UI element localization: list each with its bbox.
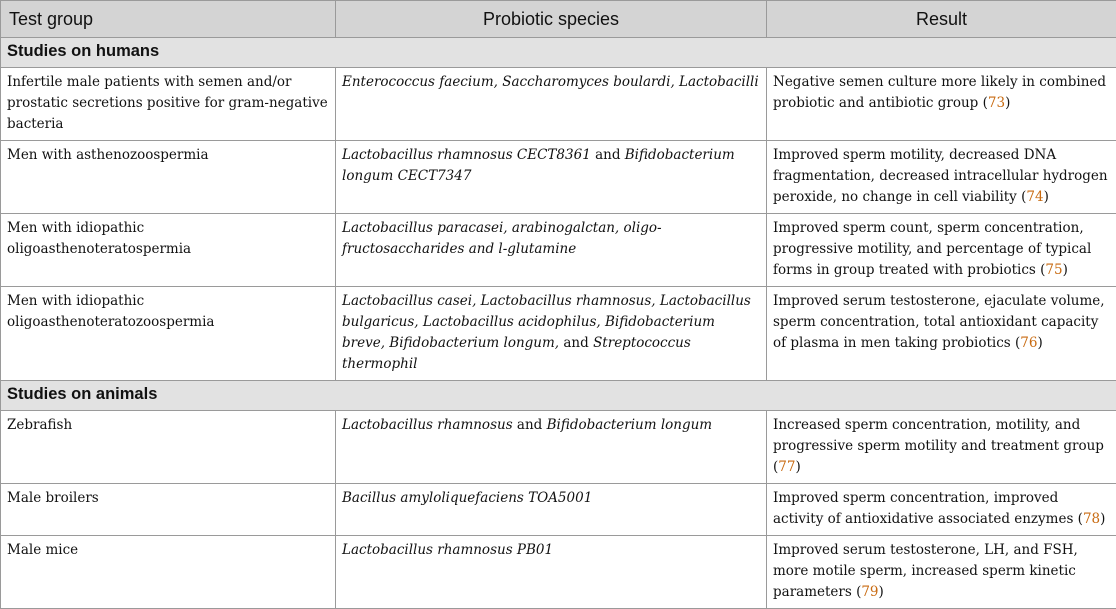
result-text: Increased sperm concentration, motility, and progressive sperm motility and treatment group ( [773, 417, 1104, 475]
table-row [1, 484, 1116, 536]
result-cell [767, 141, 1116, 214]
table-row [1, 141, 1116, 214]
result-cell [767, 411, 1116, 484]
species-conjunction: and [513, 417, 547, 433]
species-name: Streptococcus thermophil [342, 335, 691, 372]
test-group-cell: Men with asthenozoospermia [1, 141, 336, 214]
header-probiotic-species: Probiotic species [336, 1, 767, 38]
species-cell [336, 287, 767, 381]
table-row [1, 536, 1116, 609]
result-cell [767, 287, 1116, 381]
species-name: Lactobacillus rhamnosus CECT8361 [342, 147, 591, 163]
reference-link[interactable]: 76 [1020, 335, 1037, 351]
section-row-animals [1, 381, 1116, 411]
result-close: ) [1044, 189, 1049, 205]
table-row [1, 68, 1116, 141]
reference-link[interactable]: 78 [1083, 511, 1100, 527]
table-row [1, 214, 1116, 287]
species-cell: Enterococcus faecium, Saccharomyces boulardi, Lactobacilli [336, 68, 767, 141]
result-close: ) [1005, 95, 1010, 111]
result-cell [767, 536, 1116, 609]
result-text: Negative semen culture more likely in combined probiotic and antibiotic group ( [773, 74, 1106, 111]
result-close: ) [795, 459, 800, 475]
result-cell [767, 214, 1116, 287]
reference-link[interactable]: 75 [1045, 262, 1062, 278]
result-cell [767, 68, 1116, 141]
species-cell: Lactobacillus rhamnosus PB01 [336, 536, 767, 609]
result-text: Improved sperm count, sperm concentration, progressive motility, and percentage of typical forms in group treated with probiotics ( [773, 220, 1091, 278]
reference-link[interactable]: 73 [988, 95, 1005, 111]
reference-link[interactable]: 79 [861, 584, 878, 600]
result-text: Improved serum testosterone, LH, and FSH, more motile sperm, increased sperm kinetic parameters ( [773, 542, 1078, 600]
section-title-animals: Studies on animals [1, 381, 1116, 411]
species-cell [336, 141, 767, 214]
species-conjunction: and [559, 335, 593, 351]
result-close: ) [879, 584, 884, 600]
result-text: Improved sperm motility, decreased DNA fragmentation, decreased intracellular hydrogen peroxide, no change in cell viability ( [773, 147, 1108, 205]
species-name: Lactobacillus casei, Lactobacillus rhamnosus, Lactobacillus bulgaricus, Lactobacillus acidophilus, Bifidobacterium breve, Bifidobacterium longum, [342, 293, 751, 351]
table-row [1, 411, 1116, 484]
species-cell: Lactobacillus paracasei, arabinogalctan, oligo-fructosaccharides and l-glutamine [336, 214, 767, 287]
table-row [1, 287, 1116, 381]
species-name: Lactobacillus rhamnosus [342, 417, 513, 433]
species-name: Bifidobacterium longum [547, 417, 713, 433]
test-group-cell: Men with idiopathic oligoasthenoteratospermia [1, 214, 336, 287]
result-cell [767, 484, 1116, 536]
test-group-cell: Infertile male patients with semen and/or prostatic secretions positive for gram-negative bacteria [1, 68, 336, 141]
species-cell [336, 411, 767, 484]
species-name: Bifidobacterium longum CECT7347 [342, 147, 735, 184]
result-close: ) [1037, 335, 1042, 351]
header-result: Result [767, 1, 1116, 38]
header-test-group: Test group [1, 1, 336, 38]
result-close: ) [1063, 262, 1068, 278]
species-cell: Bacillus amyloliquefaciens TOA5001 [336, 484, 767, 536]
section-row-humans [1, 38, 1116, 68]
test-group-cell: Male broilers [1, 484, 336, 536]
result-close: ) [1100, 511, 1105, 527]
result-text: Improved sperm concentration, improved activity of antioxidative associated enzymes ( [773, 490, 1083, 527]
section-title-humans: Studies on humans [1, 38, 1116, 68]
header-row [1, 1, 1116, 38]
result-text: Improved serum testosterone, ejaculate volume, sperm concentration, total antioxidant capacity of plasma in men taking probiotics ( [773, 293, 1105, 351]
species-conjunction: and [591, 147, 625, 163]
test-group-cell: Men with idiopathic oligoasthenoteratozoospermia [1, 287, 336, 381]
reference-link[interactable]: 74 [1026, 189, 1043, 205]
test-group-cell: Male mice [1, 536, 336, 609]
reference-link[interactable]: 77 [778, 459, 795, 475]
test-group-cell: Zebrafish [1, 411, 336, 484]
